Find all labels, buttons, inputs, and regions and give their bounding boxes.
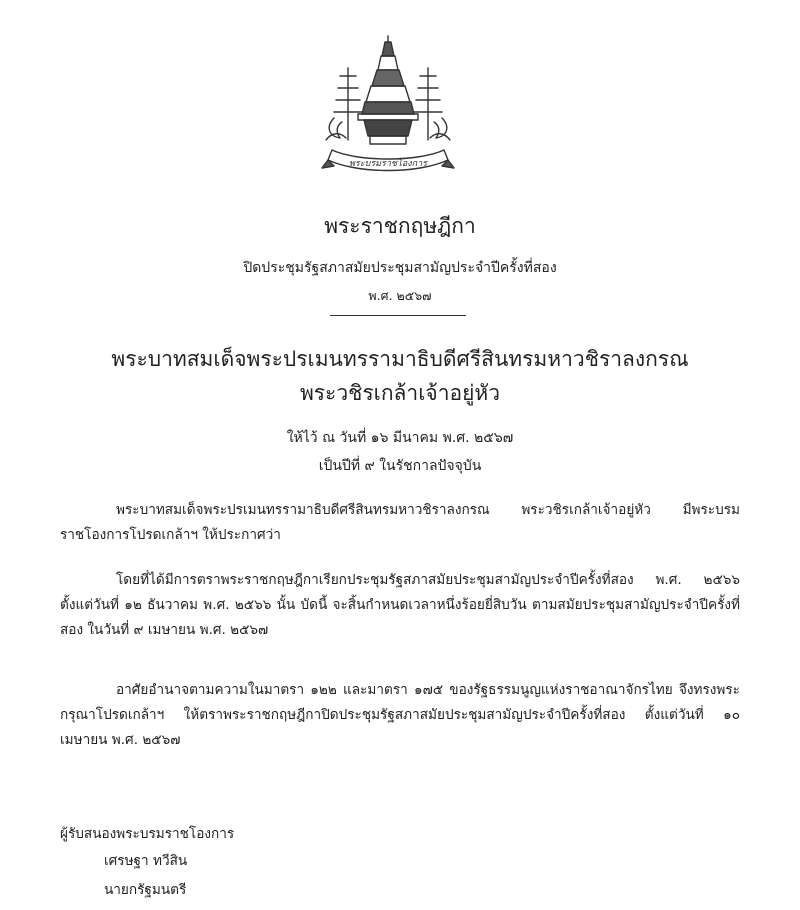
king-name-line1: พระบาทสมเด็จพระปรเมนทรรามาธิบดีศรีสินทรมหาวชิราลงกรณ [111,347,689,371]
signatory-position: นายกรัฐมนตรี [104,882,187,898]
royal-crown-emblem-icon [318,28,458,178]
paragraph-proclamation [60,498,740,548]
paragraph-text: โดยที่ได้มีการตราพระราชกฤษฎีกาเรียกประชุมรัฐสภาสมัยประชุมสามัญประจำปีครั้งที่สอง พ.ศ. ๒๕๖๖ ตั้งแต่วันที่ ๑๒ ธันวาคม พ.ศ. ๒๕๖๖ นั้น บัดนี้ จะสิ้นกำหนดเวลาหนึ่งร้อยยี่สิบวัน ตามสมัยประชุมสามัญประจำปีครั้งที่สอง ในวันที่ ๙ เมษายน พ.ศ. ๒๕๖๗ [60,572,740,638]
signatory-name: เศรษฐา ทวีสิน [104,853,188,869]
document-year: พ.ศ. ๒๕๖๗ [368,288,432,303]
reign-year: เป็นปีที่ ๙ ในรัชกาลปัจจุบัน [318,458,482,474]
document-title: พระราชกฤษฎีกา [324,214,476,238]
paragraph-text: อาศัยอำนาจตามความในมาตรา ๑๒๒ และมาตรา ๑๗๕ ของรัฐธรรมนูญแห่งราชอาณาจักรไทย จึงทรงพระกรุณาโปรดเกล้าฯ ให้ตราพระราชกฤษฎีกาปิดประชุมรัฐสภาสมัยประชุมสามัญประจำปีครั้งที่สอง ตั้งแต่วันที่ ๑๐ เมษายน พ.ศ. ๒๕๖๗ [60,682,740,748]
paragraph-background [60,568,740,643]
title-divider [330,315,466,316]
paragraph-authority [60,678,740,753]
paragraph-text: พระบาทสมเด็จพระปรเมนทรรามาธิบดีศรีสินทรมหาวชิราลงกรณ พระวชิรเกล้าเจ้าอยู่หัว มีพระบรมราชโองการโปรดเกล้าฯ ให้ประกาศว่า [60,502,740,543]
given-date: ให้ไว้ ณ วันที่ ๑๖ มีนาคม พ.ศ. ๒๕๖๗ [286,430,514,446]
king-name-line2: พระวชิรเกล้าเจ้าอยู่หัว [299,381,501,405]
emblem-ribbon-text: พระบรมราชโองการ [348,159,428,169]
document-subtitle: ปิดประชุมรัฐสภาสมัยประชุมสามัญประจำปีครั้งที่สอง [243,260,557,276]
countersign-label: ผู้รับสนองพระบรมราชโองการ [60,826,235,842]
